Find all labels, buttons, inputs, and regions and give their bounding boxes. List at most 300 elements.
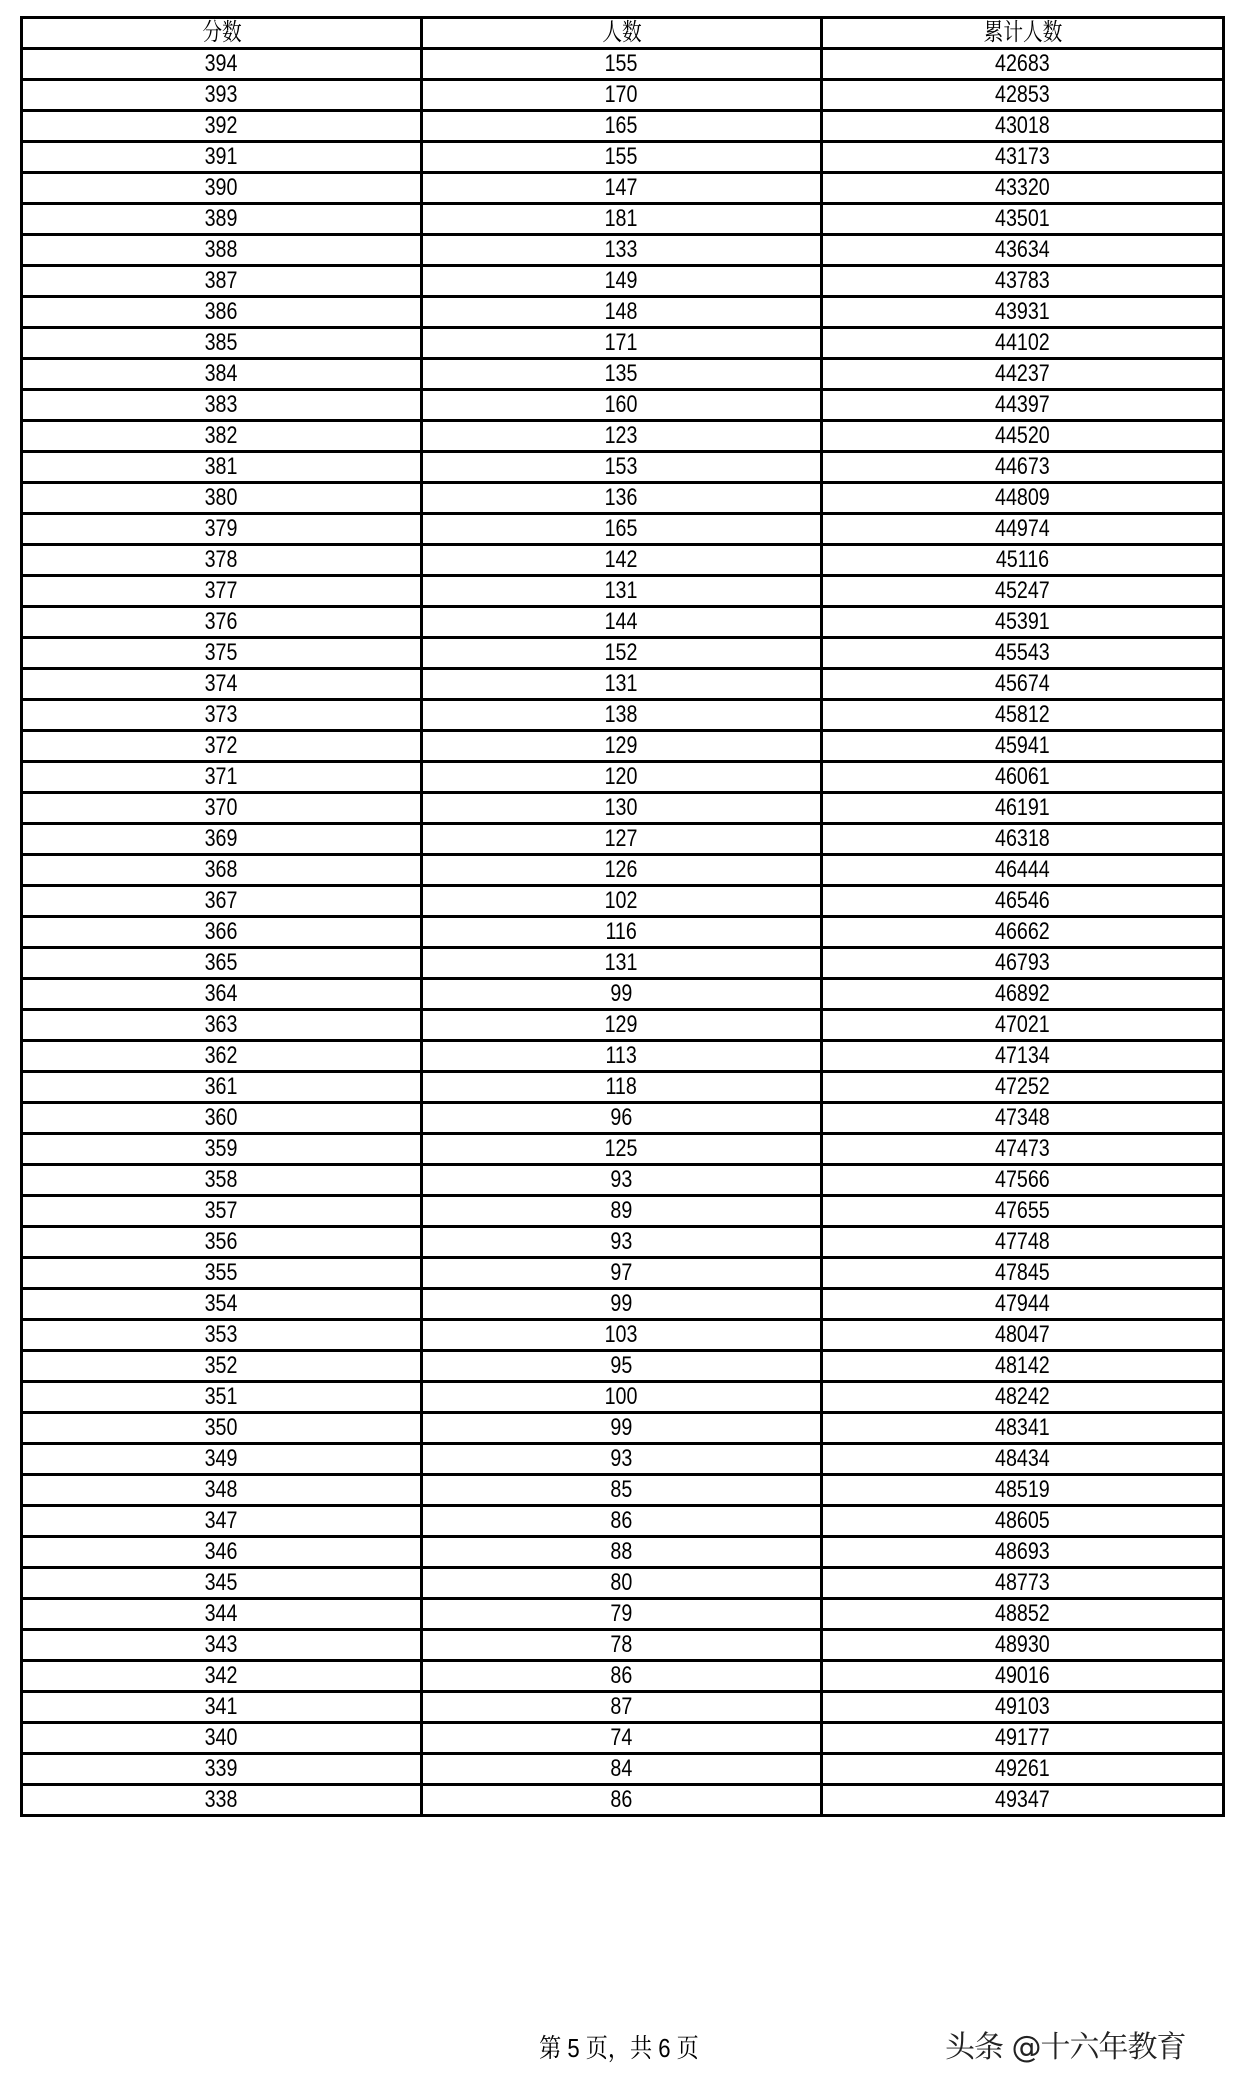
cell-cumulative-value: 42683 bbox=[995, 50, 1050, 77]
cell-cumulative bbox=[822, 762, 1224, 793]
cell-cumulative-value: 45543 bbox=[995, 639, 1050, 666]
cell-count-value: 99 bbox=[610, 1290, 633, 1317]
cell-score bbox=[22, 1475, 422, 1506]
table-row bbox=[22, 762, 1224, 793]
cell-score bbox=[22, 607, 422, 638]
cell-cumulative bbox=[822, 669, 1224, 700]
cell-score bbox=[22, 793, 422, 824]
cell-count bbox=[422, 576, 822, 607]
cell-cumulative bbox=[822, 731, 1224, 762]
cell-score bbox=[22, 1723, 422, 1754]
cell-score bbox=[22, 576, 422, 607]
cell-cumulative-value: 49177 bbox=[995, 1724, 1050, 1751]
cell-score-value: 365 bbox=[205, 949, 238, 976]
cell-count-value: 80 bbox=[610, 1569, 633, 1596]
cell-count-value: 123 bbox=[605, 422, 638, 449]
table-row bbox=[22, 1258, 1224, 1289]
cell-cumulative bbox=[822, 111, 1224, 142]
table-row bbox=[22, 545, 1224, 576]
cell-cumulative-value: 43783 bbox=[995, 267, 1050, 294]
cell-count bbox=[422, 607, 822, 638]
cell-score bbox=[22, 979, 422, 1010]
cell-count-value: 103 bbox=[605, 1321, 638, 1348]
cell-count bbox=[422, 359, 822, 390]
cell-cumulative bbox=[822, 886, 1224, 917]
cell-cumulative bbox=[822, 1506, 1224, 1537]
cell-cumulative-value: 44397 bbox=[995, 391, 1050, 418]
table-row bbox=[22, 855, 1224, 886]
cell-count-value: 99 bbox=[610, 980, 633, 1007]
cell-cumulative bbox=[822, 700, 1224, 731]
cell-score-value: 357 bbox=[205, 1197, 238, 1224]
cell-count bbox=[422, 979, 822, 1010]
cell-cumulative bbox=[822, 328, 1224, 359]
cell-score-value: 382 bbox=[205, 422, 238, 449]
table-row bbox=[22, 514, 1224, 545]
cell-score bbox=[22, 1351, 422, 1382]
cell-count bbox=[422, 297, 822, 328]
cell-cumulative bbox=[822, 1351, 1224, 1382]
cell-score-value: 391 bbox=[205, 143, 238, 170]
cell-score bbox=[22, 886, 422, 917]
cell-count-value: 149 bbox=[605, 267, 638, 294]
table-row bbox=[22, 1506, 1224, 1537]
cell-count-value: 160 bbox=[605, 391, 638, 418]
cell-cumulative-value: 47473 bbox=[995, 1135, 1050, 1162]
cell-score-value: 340 bbox=[205, 1724, 238, 1751]
cell-cumulative-value: 47944 bbox=[995, 1290, 1050, 1317]
cell-cumulative bbox=[822, 917, 1224, 948]
cell-cumulative-value: 42853 bbox=[995, 81, 1050, 108]
cell-cumulative bbox=[822, 545, 1224, 576]
table-row bbox=[22, 204, 1224, 235]
table-row bbox=[22, 111, 1224, 142]
cell-cumulative-value: 49103 bbox=[995, 1693, 1050, 1720]
cell-cumulative-value: 44974 bbox=[995, 515, 1050, 542]
cell-count-value: 155 bbox=[605, 143, 638, 170]
cell-count-value: 144 bbox=[605, 608, 638, 635]
cell-score-value: 390 bbox=[205, 174, 238, 201]
cell-count-value: 129 bbox=[605, 1011, 638, 1038]
cell-count-value: 138 bbox=[605, 701, 638, 728]
cell-count-value: 78 bbox=[610, 1631, 633, 1658]
cell-score bbox=[22, 421, 422, 452]
cell-cumulative-value: 46793 bbox=[995, 949, 1050, 976]
cell-cumulative bbox=[822, 1661, 1224, 1692]
cell-cumulative bbox=[822, 1165, 1224, 1196]
cell-cumulative-value: 48930 bbox=[995, 1631, 1050, 1658]
cell-count bbox=[422, 1506, 822, 1537]
cell-count bbox=[422, 638, 822, 669]
cell-score-value: 377 bbox=[205, 577, 238, 604]
cell-cumulative-value: 49347 bbox=[995, 1786, 1050, 1813]
cell-cumulative-value: 47845 bbox=[995, 1259, 1050, 1286]
cell-count-value: 86 bbox=[610, 1507, 633, 1534]
cell-count-value: 125 bbox=[605, 1135, 638, 1162]
cell-cumulative bbox=[822, 173, 1224, 204]
cell-count-value: 147 bbox=[605, 174, 638, 201]
cell-cumulative bbox=[822, 855, 1224, 886]
header-score bbox=[22, 18, 422, 49]
cell-score bbox=[22, 452, 422, 483]
cell-count-value: 86 bbox=[610, 1662, 633, 1689]
cell-score-value: 371 bbox=[205, 763, 238, 790]
cell-cumulative-value: 43320 bbox=[995, 174, 1050, 201]
table-row bbox=[22, 607, 1224, 638]
cell-count-value: 133 bbox=[605, 236, 638, 263]
cell-count bbox=[422, 1103, 822, 1134]
cell-score-value: 369 bbox=[205, 825, 238, 852]
cell-count bbox=[422, 793, 822, 824]
cell-score bbox=[22, 359, 422, 390]
cell-cumulative-value: 45391 bbox=[995, 608, 1050, 635]
cell-count-value: 89 bbox=[610, 1197, 633, 1224]
table-row bbox=[22, 1661, 1224, 1692]
cell-score bbox=[22, 142, 422, 173]
cell-cumulative bbox=[822, 1785, 1224, 1816]
cell-count bbox=[422, 452, 822, 483]
cell-cumulative bbox=[822, 266, 1224, 297]
cell-score bbox=[22, 1506, 422, 1537]
cell-cumulative-value: 47252 bbox=[995, 1073, 1050, 1100]
cell-score bbox=[22, 1692, 422, 1723]
cell-cumulative bbox=[822, 514, 1224, 545]
cell-count bbox=[422, 514, 822, 545]
cell-cumulative bbox=[822, 1475, 1224, 1506]
cell-count bbox=[422, 483, 822, 514]
cell-count bbox=[422, 700, 822, 731]
table-row bbox=[22, 1134, 1224, 1165]
cell-score-value: 381 bbox=[205, 453, 238, 480]
cell-score-value: 363 bbox=[205, 1011, 238, 1038]
cell-score-value: 370 bbox=[205, 794, 238, 821]
cell-cumulative bbox=[822, 80, 1224, 111]
cell-cumulative-value: 47021 bbox=[995, 1011, 1050, 1038]
cell-score bbox=[22, 824, 422, 855]
cell-score bbox=[22, 390, 422, 421]
cell-score-value: 384 bbox=[205, 360, 238, 387]
cell-cumulative-value: 46662 bbox=[995, 918, 1050, 945]
cell-count-value: 102 bbox=[605, 887, 638, 914]
table-row bbox=[22, 1320, 1224, 1351]
cell-score-value: 376 bbox=[205, 608, 238, 635]
cell-score-value: 362 bbox=[205, 1042, 238, 1069]
cell-score-value: 338 bbox=[205, 1786, 238, 1813]
cell-count bbox=[422, 1754, 822, 1785]
cell-score-value: 389 bbox=[205, 205, 238, 232]
cell-count-value: 100 bbox=[605, 1383, 638, 1410]
cell-cumulative-value: 45812 bbox=[995, 701, 1050, 728]
cell-score-value: 385 bbox=[205, 329, 238, 356]
cell-score bbox=[22, 1413, 422, 1444]
cell-cumulative-value: 43931 bbox=[995, 298, 1050, 325]
cell-count bbox=[422, 917, 822, 948]
cell-score bbox=[22, 1444, 422, 1475]
cell-cumulative bbox=[822, 204, 1224, 235]
cell-score bbox=[22, 1103, 422, 1134]
cell-count-value: 93 bbox=[610, 1228, 633, 1255]
cell-score bbox=[22, 669, 422, 700]
cell-score bbox=[22, 1537, 422, 1568]
cell-count-value: 113 bbox=[605, 1042, 638, 1069]
cell-cumulative-value: 45116 bbox=[995, 546, 1050, 573]
table-row bbox=[22, 669, 1224, 700]
cell-score-value: 341 bbox=[205, 1693, 238, 1720]
cell-count-value: 86 bbox=[610, 1786, 633, 1813]
table-row bbox=[22, 142, 1224, 173]
cell-count-value: 95 bbox=[610, 1352, 633, 1379]
cell-score bbox=[22, 1568, 422, 1599]
cell-cumulative bbox=[822, 1320, 1224, 1351]
table-row bbox=[22, 452, 1224, 483]
cell-count-value: 116 bbox=[605, 918, 638, 945]
cell-count-value: 93 bbox=[610, 1166, 633, 1193]
cell-count-value: 84 bbox=[610, 1755, 633, 1782]
cell-cumulative-value: 43634 bbox=[995, 236, 1050, 263]
cell-score bbox=[22, 1072, 422, 1103]
cell-cumulative-value: 44237 bbox=[995, 360, 1050, 387]
cell-count bbox=[422, 1165, 822, 1196]
cell-score bbox=[22, 49, 422, 80]
table-row bbox=[22, 917, 1224, 948]
cell-count-value: 88 bbox=[610, 1538, 633, 1565]
cell-count bbox=[422, 235, 822, 266]
table-row bbox=[22, 1413, 1224, 1444]
cell-cumulative bbox=[822, 793, 1224, 824]
header-score-label: 分数 bbox=[201, 19, 242, 46]
cell-score-value: 392 bbox=[205, 112, 238, 139]
cell-count bbox=[422, 1072, 822, 1103]
cell-count-value: 155 bbox=[605, 50, 638, 77]
cell-cumulative-value: 48142 bbox=[995, 1352, 1050, 1379]
cell-count-value: 129 bbox=[605, 732, 638, 759]
cell-count bbox=[422, 1351, 822, 1382]
cell-count-value: 152 bbox=[605, 639, 638, 666]
cell-count-value: 99 bbox=[610, 1414, 633, 1441]
cell-cumulative bbox=[822, 1723, 1224, 1754]
watermark: 头条 @十六年教育 bbox=[945, 2030, 1186, 2065]
cell-count bbox=[422, 49, 822, 80]
cell-count-value: 165 bbox=[605, 515, 638, 542]
cell-score bbox=[22, 1134, 422, 1165]
cell-count-value: 126 bbox=[605, 856, 638, 883]
cell-score-value: 375 bbox=[205, 639, 238, 666]
cell-score-value: 374 bbox=[205, 670, 238, 697]
table-row bbox=[22, 80, 1224, 111]
cell-cumulative-value: 47348 bbox=[995, 1104, 1050, 1131]
cell-score-value: 372 bbox=[205, 732, 238, 759]
cell-score-value: 358 bbox=[205, 1166, 238, 1193]
cell-score-value: 367 bbox=[205, 887, 238, 914]
cell-score-value: 379 bbox=[205, 515, 238, 542]
table-row bbox=[22, 173, 1224, 204]
table-row bbox=[22, 638, 1224, 669]
cell-cumulative-value: 45247 bbox=[995, 577, 1050, 604]
cell-cumulative bbox=[822, 1041, 1224, 1072]
header-count bbox=[422, 18, 822, 49]
cell-count bbox=[422, 1630, 822, 1661]
cell-cumulative bbox=[822, 1568, 1224, 1599]
cell-cumulative-value: 47655 bbox=[995, 1197, 1050, 1224]
cell-cumulative-value: 46546 bbox=[995, 887, 1050, 914]
header-cumulative bbox=[822, 18, 1224, 49]
page-number-label: 第 5 页，共 6 页 bbox=[538, 2033, 699, 2063]
cell-score bbox=[22, 266, 422, 297]
cell-count bbox=[422, 1444, 822, 1475]
cell-count bbox=[422, 1723, 822, 1754]
cell-score bbox=[22, 514, 422, 545]
cell-cumulative-value: 49016 bbox=[995, 1662, 1050, 1689]
cell-score-value: 353 bbox=[205, 1321, 238, 1348]
header-count-label: 人数 bbox=[601, 19, 642, 46]
cell-score bbox=[22, 917, 422, 948]
cell-count-value: 131 bbox=[605, 670, 638, 697]
cell-count-value: 165 bbox=[605, 112, 638, 139]
cell-score-value: 345 bbox=[205, 1569, 238, 1596]
table-row bbox=[22, 1196, 1224, 1227]
cell-cumulative-value: 48434 bbox=[995, 1445, 1050, 1472]
cell-cumulative-value: 45674 bbox=[995, 670, 1050, 697]
cell-count bbox=[422, 1320, 822, 1351]
table-row bbox=[22, 576, 1224, 607]
cell-count-value: 170 bbox=[605, 81, 638, 108]
table-row bbox=[22, 266, 1224, 297]
cell-cumulative-value: 46444 bbox=[995, 856, 1050, 883]
table-row bbox=[22, 297, 1224, 328]
cell-score bbox=[22, 204, 422, 235]
cell-score bbox=[22, 638, 422, 669]
cell-cumulative bbox=[822, 979, 1224, 1010]
cell-cumulative bbox=[822, 1630, 1224, 1661]
cell-score-value: 349 bbox=[205, 1445, 238, 1472]
cell-score bbox=[22, 1165, 422, 1196]
table-row bbox=[22, 1692, 1224, 1723]
cell-cumulative bbox=[822, 483, 1224, 514]
cell-cumulative-value: 46061 bbox=[995, 763, 1050, 790]
table-row bbox=[22, 1599, 1224, 1630]
cell-score-value: 373 bbox=[205, 701, 238, 728]
cell-count bbox=[422, 1413, 822, 1444]
table-row bbox=[22, 1010, 1224, 1041]
cell-score bbox=[22, 483, 422, 514]
cell-cumulative-value: 45941 bbox=[995, 732, 1050, 759]
cell-score bbox=[22, 1320, 422, 1351]
cell-cumulative-value: 48852 bbox=[995, 1600, 1050, 1627]
cell-count bbox=[422, 390, 822, 421]
cell-count bbox=[422, 142, 822, 173]
cell-count-value: 135 bbox=[605, 360, 638, 387]
cell-cumulative-value: 44809 bbox=[995, 484, 1050, 511]
cell-count-value: 120 bbox=[605, 763, 638, 790]
cell-score bbox=[22, 1785, 422, 1816]
cell-score-value: 383 bbox=[205, 391, 238, 418]
cell-score-value: 364 bbox=[205, 980, 238, 1007]
cell-count bbox=[422, 1041, 822, 1072]
cell-score-value: 386 bbox=[205, 298, 238, 325]
cell-count bbox=[422, 762, 822, 793]
cell-score-value: 388 bbox=[205, 236, 238, 263]
cell-cumulative bbox=[822, 607, 1224, 638]
cell-cumulative bbox=[822, 235, 1224, 266]
cell-score-value: 360 bbox=[205, 1104, 238, 1131]
cell-score bbox=[22, 1382, 422, 1413]
table-row bbox=[22, 483, 1224, 514]
cell-count bbox=[422, 111, 822, 142]
table-row bbox=[22, 1041, 1224, 1072]
cell-count bbox=[422, 545, 822, 576]
cell-score-value: 359 bbox=[205, 1135, 238, 1162]
table-row bbox=[22, 1723, 1224, 1754]
cell-count-value: 93 bbox=[610, 1445, 633, 1472]
table-row bbox=[22, 1072, 1224, 1103]
cell-score-value: 393 bbox=[205, 81, 238, 108]
cell-cumulative bbox=[822, 638, 1224, 669]
cell-cumulative-value: 47566 bbox=[995, 1166, 1050, 1193]
cell-count bbox=[422, 204, 822, 235]
cell-cumulative-value: 48047 bbox=[995, 1321, 1050, 1348]
cell-score-value: 347 bbox=[205, 1507, 238, 1534]
cell-cumulative-value: 43173 bbox=[995, 143, 1050, 170]
cell-cumulative bbox=[822, 1134, 1224, 1165]
table-row bbox=[22, 793, 1224, 824]
table-row bbox=[22, 979, 1224, 1010]
table-row bbox=[22, 1103, 1224, 1134]
table-row bbox=[22, 235, 1224, 266]
cell-score-value: 368 bbox=[205, 856, 238, 883]
cell-score bbox=[22, 545, 422, 576]
cell-cumulative-value: 46892 bbox=[995, 980, 1050, 1007]
cell-score-value: 366 bbox=[205, 918, 238, 945]
table-row bbox=[22, 1351, 1224, 1382]
table-row bbox=[22, 700, 1224, 731]
cell-cumulative-value: 44673 bbox=[995, 453, 1050, 480]
cell-score-value: 378 bbox=[205, 546, 238, 573]
table-row bbox=[22, 421, 1224, 452]
cell-score bbox=[22, 1258, 422, 1289]
cell-score-value: 342 bbox=[205, 1662, 238, 1689]
table-row bbox=[22, 1382, 1224, 1413]
cell-count-value: 127 bbox=[605, 825, 638, 852]
cell-count bbox=[422, 1010, 822, 1041]
cell-cumulative bbox=[822, 390, 1224, 421]
cell-count bbox=[422, 328, 822, 359]
cell-count bbox=[422, 1692, 822, 1723]
cell-count bbox=[422, 80, 822, 111]
cell-count bbox=[422, 1475, 822, 1506]
cell-count bbox=[422, 421, 822, 452]
cell-score-value: 344 bbox=[205, 1600, 238, 1627]
cell-score-value: 355 bbox=[205, 1259, 238, 1286]
cell-cumulative-value: 48341 bbox=[995, 1414, 1050, 1441]
cell-count bbox=[422, 1785, 822, 1816]
cell-count bbox=[422, 266, 822, 297]
cell-score-value: 361 bbox=[205, 1073, 238, 1100]
cell-score bbox=[22, 297, 422, 328]
cell-count-value: 148 bbox=[605, 298, 638, 325]
table-row bbox=[22, 948, 1224, 979]
cell-count-value: 181 bbox=[605, 205, 638, 232]
cell-cumulative bbox=[822, 1103, 1224, 1134]
cell-score-value: 356 bbox=[205, 1228, 238, 1255]
cell-score bbox=[22, 855, 422, 886]
cell-cumulative-value: 46318 bbox=[995, 825, 1050, 852]
cell-score bbox=[22, 1289, 422, 1320]
cell-score bbox=[22, 1661, 422, 1692]
cell-cumulative bbox=[822, 1692, 1224, 1723]
table-row bbox=[22, 1475, 1224, 1506]
cell-cumulative bbox=[822, 452, 1224, 483]
cell-cumulative bbox=[822, 1258, 1224, 1289]
